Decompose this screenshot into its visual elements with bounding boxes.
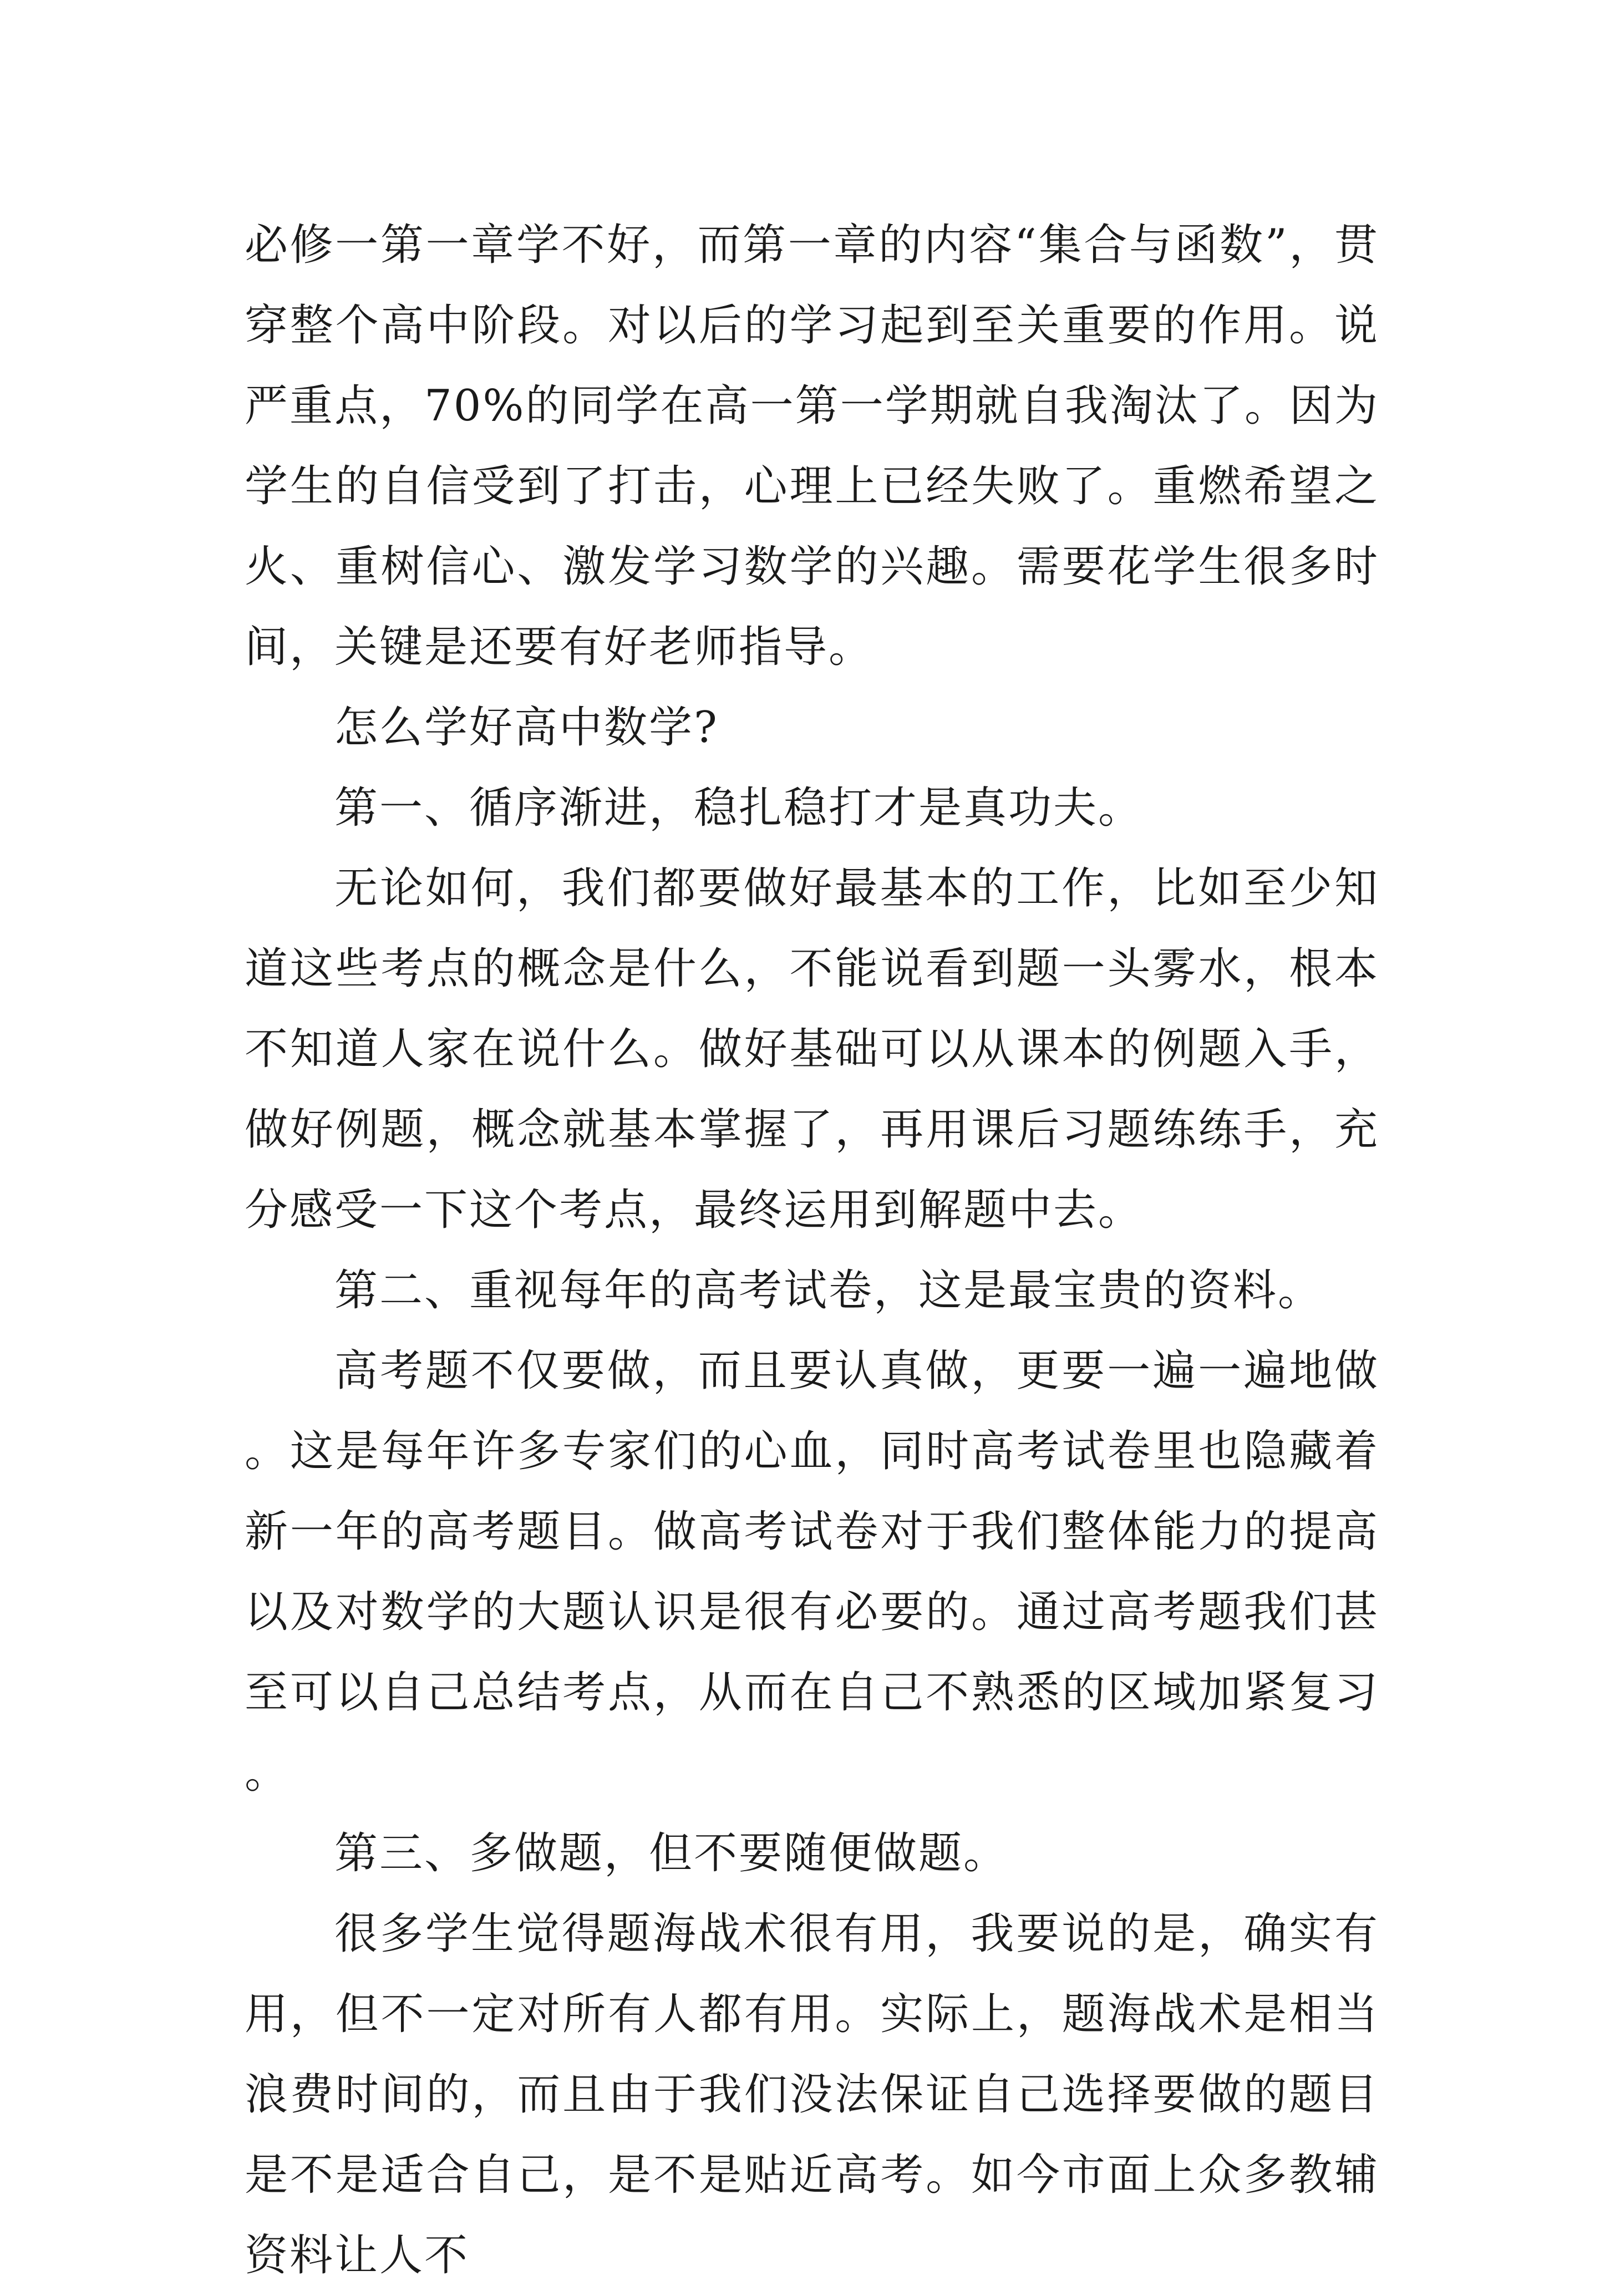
paragraph-intro: 必修一第一章学不好，而第一章的内容“集合与函数”，贯穿整个高中阶段。对以后的学习起到至关重要的作用。说严重点，70%的同学在高一第一学期就自我淘汰了。因为学生的自信受到了打击，心理上已经失败了。重燃希望之火、重树信心、激发学习数学的兴趣。需要花学生很多时间，关键是还要有好老师指导。 xyxy=(245,220,1379,672)
tip-body-2: 高考题不仅要做，而且要认真做，更要一遍一遍地做。这是每年许多专家们的心血，同时高考试卷里也隐藏着新一年的高考题目。做高考试卷对于我们整体能力的提高以及对数学的大题认识是很有必要的。通过高考题我们甚至可以自己总结考点，从而在自己不熟悉的区域加紧复习。 xyxy=(245,1346,1379,1798)
tip-heading-1: 第一、循序渐进，稳扎稳打才是真功夫。 xyxy=(334,783,1144,833)
tip-body-3: 很多学生觉得题海战术很有用，我要说的是，确实有用，但不一定对所有人都有用。实际上，题海战术是相当浪费时间的，而且由于我们没法保证自己选择要做的题目是不是适合自己，是不是贴近高考。如今市面上众多教辅资料让人不 xyxy=(245,1909,1379,2280)
tip-heading-2: 第二、重视每年的高考试卷，这是最宝贵的资料。 xyxy=(334,1266,1323,1315)
tip-heading-3: 第三、多做题，但不要随便做题。 xyxy=(334,1828,1009,1878)
section-heading-how-to-learn: 怎么学好高中数学? xyxy=(334,703,719,753)
document-body xyxy=(245,205,1379,2296)
tip-body-1: 无论如何，我们都要做好最基本的工作，比如至少知道这些考点的概念是什么，不能说看到题一头雾水，根本不知道人家在说什么。做好基础可以从课本的例题入手，做好例题，概念就基本掌握了，再用课后习题练练手，充分感受一下这个考点，最终运用到解题中去。 xyxy=(245,863,1379,1235)
